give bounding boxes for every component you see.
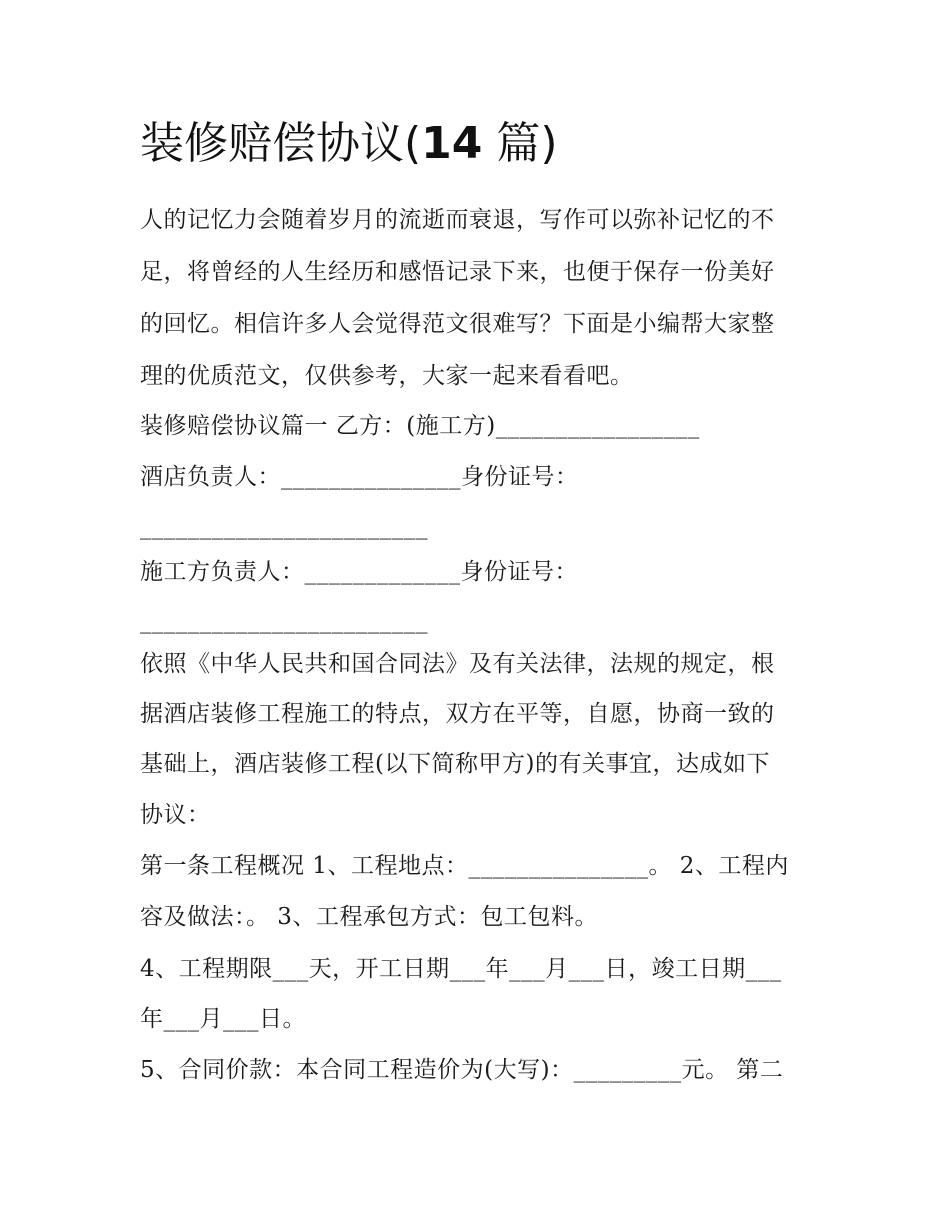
text-line-intro-4: 理的优质范文，仅供参考，大家一起来看看吧。 — [140, 363, 634, 389]
text-line-intro-3: 的回忆。相信许多人会觉得范文很难写？下面是小编帮大家整 — [140, 311, 775, 337]
title-count: 14 — [421, 118, 483, 169]
text-line-basis-4: 协议： — [140, 802, 211, 828]
text-line-intro-1: 人的记忆力会随着岁月的流逝而衰退，写作可以弥补记忆的不 — [140, 207, 775, 233]
text-line-period-cont: 年___月___日。 — [140, 1006, 306, 1032]
text-line-price: 5、合同价款：本合同工程造价为(大写)：_________元。 第二 — [140, 1057, 784, 1083]
text-line-party-b: 装修赔偿协议篇一 乙方：(施工方)_________________ — [140, 413, 700, 439]
text-line-hotel-manager: 酒店负责人：_______________身份证号： — [140, 464, 579, 490]
text-line-article-1-cont: 容及做法：。 3、工程承包方式：包工包料。 — [140, 904, 598, 930]
text-line-blank-2: ________________________ — [140, 608, 428, 634]
text-line-article-1: 第一条工程概况 1、工程地点：_______________。 2、工程内 — [140, 853, 789, 879]
text-line-basis-1: 依照《中华人民共和国合同法》及有关法律，法规的规定，根 — [140, 651, 775, 677]
text-line-blank-1: ________________________ — [140, 514, 428, 540]
text-line-period: 4、工程期限___天，开工日期___年___月___日，竣工日期___ — [140, 956, 782, 982]
title-suffix: 篇) — [482, 118, 558, 169]
text-line-basis-2: 据酒店装修工程施工的特点，双方在平等，自愿，协商一致的 — [140, 701, 775, 727]
text-line-intro-2: 足，将曾经的人生经历和感悟记录下来，也便于保存一份美好 — [140, 259, 775, 285]
page-title — [140, 112, 840, 176]
text-line-basis-3: 基础上，酒店装修工程(以下简称甲方)的有关事宜，达成如下 — [140, 751, 770, 777]
text-line-contractor-manager: 施工方负责人：_____________身份证号： — [140, 559, 578, 585]
title-text: 装修赔偿协议( — [140, 118, 422, 169]
